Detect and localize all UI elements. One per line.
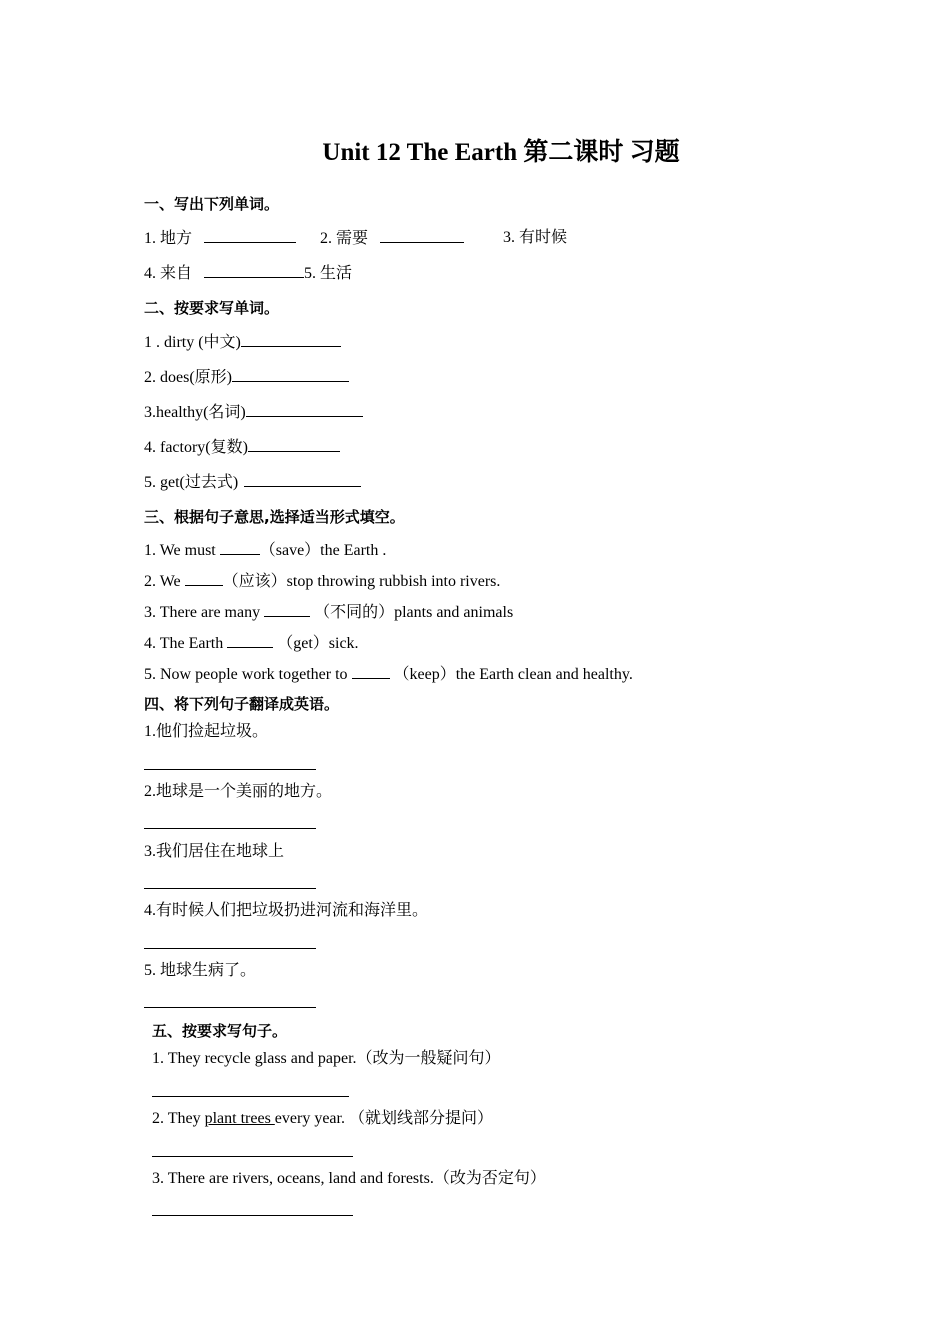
s4-item-5: 5. 地球生病了。 <box>144 962 257 979</box>
s2-row-2 <box>144 367 349 388</box>
s4-item-3: 3.我们居住在地球上 <box>144 843 285 860</box>
s2-item-5: 5. get(过去式) <box>144 474 239 491</box>
s1-blank-1[interactable] <box>204 228 296 243</box>
s1-item-2: 2. 需要 <box>320 230 369 247</box>
s4-answer-line-1[interactable] <box>144 769 316 770</box>
s3-blank-3[interactable] <box>264 602 310 617</box>
s2-item-3: 3.healthy(名词) <box>144 404 246 421</box>
s3-item-2-pre: 2. We <box>144 573 185 590</box>
s3-row-4 <box>144 633 359 654</box>
s1-row-2 <box>320 228 464 249</box>
s5-answer-line-2[interactable] <box>152 1156 353 1157</box>
s4-answer-line-3[interactable] <box>144 888 316 889</box>
s5-item-2-post: every year. （就划线部分提问） <box>274 1110 493 1127</box>
s3-row-1 <box>144 540 386 561</box>
s4-item-2: 2.地球是一个美丽的地方。 <box>144 783 333 800</box>
s1-row-1 <box>144 228 296 249</box>
section-1-heading: 一、写出下列单词。 <box>144 195 280 213</box>
s3-item-3-post: （不同的）plants and animals <box>310 604 514 621</box>
s3-item-3-pre: 3. There are many <box>144 604 265 621</box>
s2-row-3 <box>144 402 363 423</box>
s2-blank-1[interactable] <box>241 332 341 347</box>
s1-item-3: 3. 有时候 <box>503 229 568 246</box>
s1-blank-4[interactable] <box>204 263 304 278</box>
page-title: Unit 12 The Earth 第二课时 习题 <box>322 139 680 166</box>
s1-blank-2[interactable] <box>380 228 464 243</box>
s2-item-1: 1 . dirty (中文) <box>144 334 241 351</box>
section-5-heading: 五、按要求写句子。 <box>152 1022 288 1040</box>
s3-item-1-post: （save）the Earth . <box>259 542 387 559</box>
s3-item-5-post: （keep）the Earth clean and healthy. <box>389 666 633 683</box>
s1-row-3 <box>144 263 352 284</box>
s3-item-5-pre: 5. Now people work together to <box>144 666 352 683</box>
s2-blank-4[interactable] <box>248 437 340 452</box>
s3-blank-5[interactable] <box>352 664 390 679</box>
s3-item-1-pre: 1. We must <box>144 542 220 559</box>
s3-blank-2[interactable] <box>185 571 223 586</box>
s1-item-4: 4. 来自 <box>144 265 193 282</box>
s4-answer-line-5[interactable] <box>144 1007 316 1008</box>
section-3-heading: 三、根据句子意思,选择适当形式填空。 <box>144 508 405 526</box>
s4-item-4: 4.有时候人们把垃圾扔进河流和海洋里。 <box>144 902 429 919</box>
s3-item-4-pre: 4. The Earth <box>144 635 228 652</box>
s2-row-1 <box>144 332 341 353</box>
s1-item-5: 5. 生活 <box>304 265 353 282</box>
s2-row-4 <box>144 437 340 458</box>
s3-row-5 <box>144 664 633 685</box>
section-4-heading: 四、将下列句子翻译成英语。 <box>144 695 340 713</box>
s5-item-2-underlined: plant trees <box>204 1110 275 1127</box>
s2-item-4: 4. factory(复数) <box>144 439 248 456</box>
s3-row-2 <box>144 571 500 592</box>
s3-item-2-post: （应该）stop throwing rubbish into rivers. <box>222 573 501 590</box>
s3-blank-4[interactable] <box>227 633 273 648</box>
s4-answer-line-4[interactable] <box>144 948 316 949</box>
s5-item-1: 1. They recycle glass and paper.（改为一般疑问句） <box>152 1050 501 1067</box>
s5-answer-line-3[interactable] <box>152 1215 353 1216</box>
s2-row-5 <box>144 472 361 493</box>
s5-item-3: 3. There are rivers, oceans, land and forests.（改为否定句） <box>152 1170 546 1187</box>
s5-row-2 <box>152 1109 493 1129</box>
s2-blank-3[interactable] <box>246 402 363 417</box>
s4-answer-line-2[interactable] <box>144 828 316 829</box>
s1-item-1: 1. 地方 <box>144 230 193 247</box>
s3-row-3 <box>144 602 513 623</box>
s2-blank-2[interactable] <box>232 367 349 382</box>
section-2-heading: 二、按要求写单词。 <box>144 299 280 317</box>
s3-blank-1[interactable] <box>220 540 260 555</box>
s5-item-2-pre: 2. They <box>152 1110 205 1127</box>
s4-item-1: 1.他们捡起垃圾。 <box>144 723 269 740</box>
s5-answer-line-1[interactable] <box>152 1096 349 1097</box>
s2-item-2: 2. does(原形) <box>144 369 232 386</box>
s3-item-4-post: （get）sick. <box>273 635 359 652</box>
s2-blank-5[interactable] <box>244 472 361 487</box>
